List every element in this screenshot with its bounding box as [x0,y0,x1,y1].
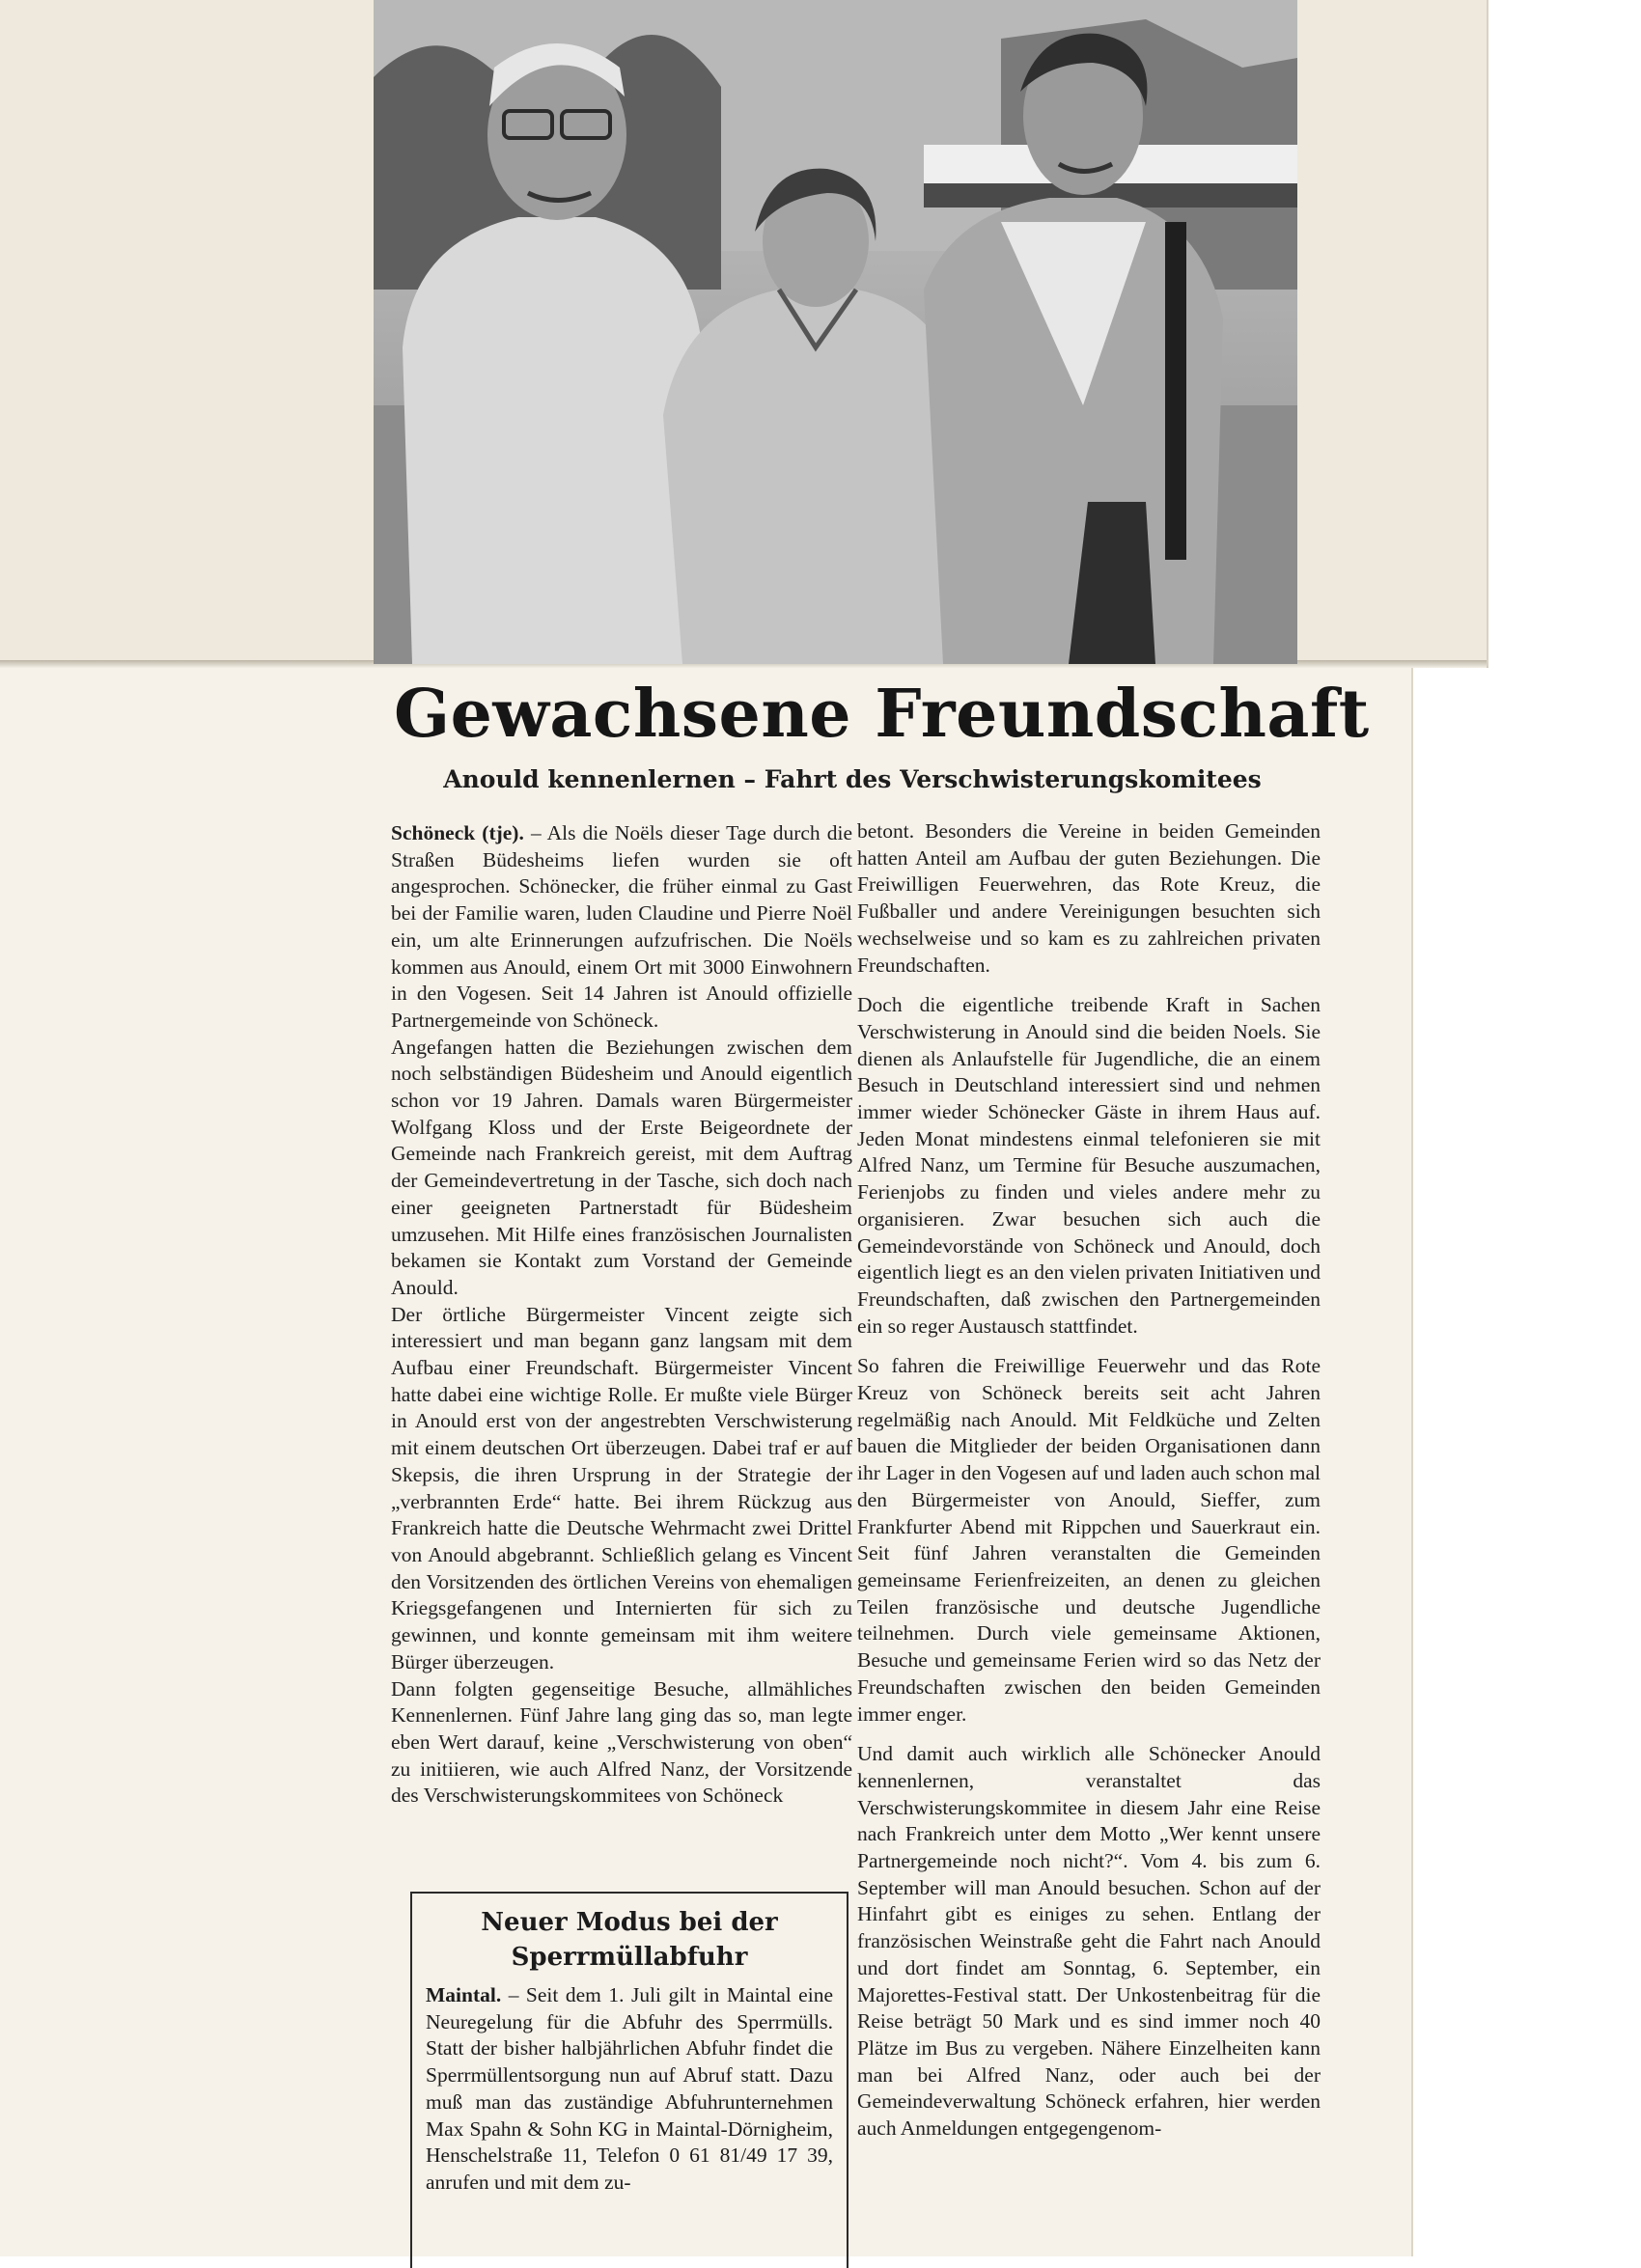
article-paragraph: So fahren die Freiwillige Feuerwehr und das Rote Kreuz von Schöneck bereits seit acht Jahren regelmäßig nach Anould. Mit Feldküche und Zelten bauen die Mitglieder der beiden Organisationen dann ihr Lager in den Vogesen auf und laden auch schon mal den Bürgermeister von Anould, Sieffer, zum Frankfurter Abend mit Rippchen und Sauerkraut ein. Seit fünf Jahren veranstalten die Gemeinden gemeinsame Ferienfreizeiten, an denen zu gleichen Teilen französische und deutsche Jugendliche teilnehmen. Durch viele gemeinsame Aktionen, Besuche und gemeinsame Ferien wird so das Netz der Freundschaften zwischen den beiden Gemeinden immer enger. [857,1354,1321,1726]
notice-body [426,1982,833,2197]
notice-text: – Seit dem 1. Juli gilt in Maintal eine Neuregelung für die Abfuhr des Sperrmülls. Statt der bisher halbjährlichen Abfuhr findet die Sperrmüllentsorgung nun auf Abruf statt. Dazu muß man das zuständige Abfuhrunternehmen Max Spahn & Sohn KG in Maintal-Dörnigheim, Henschelstraße 11, Telefon 0 61 81/49 17 39, anrufen und mit dem zu- [426,1983,833,2194]
article-column-right [857,818,1321,2143]
newspaper-photo [374,0,1297,664]
article-paragraph [391,820,852,1035]
notice-title: Neuer Modus bei der Sperrmüllabfuhr [481,1908,778,1972]
notice-box [410,1892,848,2268]
article-paragraph: Der örtliche Bürgermeister Vincent zeigte sich interessiert und man begann ganz langsam mit dem Aufbau einer Freundschaft. Bürgermeister Vincent hatte dabei eine wichtige Rolle. Er mußte viele Bürger in Anould erst von der angestrebten Verschwisterung mit einem deutschen Ort überzeugen. Dabei traf er auf Skepsis, die ihren Ursprung in der Strategie der „verbrannten Erde“ hatte. Bei ihrem Rückzug aus Frankreich hatte die Deutsche Wehrmacht zwei Drittel von Anould abgebrannt. Schließlich gelang es Vincent den Vorsitzenden des örtlichen Vereins von ehemaligen Kriegsgefangenen und Internierten für sich zu gewinnen, und konnte gemeinsam mit ihm weitere Bürger überzeugen. [391,1302,852,1673]
photo-three-people-icon [374,0,1297,664]
article-lead-text: – Als die Noëls dieser Tage durch die Straßen Büdesheims liefen wurden sie oft angesprochen. Schönecker, die früher einmal zu Gast bei der Familie waren, luden Claudine und Pierre Noël ein, um alte Erinnerungen aufzufrischen. Die Noëls kommen aus Anould, einem Ort mit 3000 Einwohnern in den Vogesen. Seit 14 Jahren ist Anould offizielle Partnergemeinde von Schöneck. [391,821,853,1032]
article-paragraph: betont. Besonders die Vereine in beiden Gemeinden hatten Anteil am Aufbau der guten Beziehungen. Die Freiwilligen Feuerwehren, das Rote Kreuz, die Fußballer und andere Vereinigungen besuchten sich wechselweise und so kam es zu zahlreichen privaten Freundschaften. [857,819,1321,977]
notice-dateline: Maintal. [426,1983,502,2006]
article-headline: Gewachsene Freundschaft [394,676,1370,753]
article-paragraph: Und damit auch wirklich alle Schönecker Anould kennenlernen, veranstaltet das Verschwisterungskommitee in diesem Jahr eine Reise nach Frankreich unter dem Motto „Wer kennt unsere Partnergemeinde noch nicht?“. Vom 4. bis zum 6. September will man Anould besuchen. Schon auf der Hinfahrt gibt es einiges zu sehen. Entlang der französischen Weinstraße geht die Fahrt nach Anould und dort findet am Sonntag, 6. September, ein Majorettes-Festival statt. Der Unkostenbeitrag für die Reise beträgt 50 Mark und es sind immer noch 40 Plätze im Bus zu vergeben. Nähere Einzelheiten kann man bei Alfred Nanz, oder auch bei der Gemeindeverwaltung Schöneck erfahren, hier werden auch Anmeldungen entgegengenom- [857,1742,1321,2141]
article-dateline: Schöneck (tje). [391,821,524,844]
article-subheadline: Anould kennenlernen – Fahrt des Verschwisterungskomitees [443,765,1262,793]
article-paragraph: Angefangen hatten die Beziehungen zwischen dem noch selbständigen Büdesheim und Anould eigentlich schon vor 19 Jahren. Damals waren Bürgermeister Wolfgang Kloss und der Erste Beigeordnete der Gemeinde nach Frankreich gereist, mit dem Auftrag der Gemeindevertretung in der Tasche, sich doch nach einer geeigneten Partnerstadt für Büdesheim umzusehen. Mit Hilfe eines französischen Journalisten bekamen sie Kontakt zum Vorstand der Gemeinde Anould. [391,1035,852,1299]
article-paragraph: Dann folgten gegenseitige Besuche, allmähliches Kennenlernen. Fünf Jahre lang ging das so, man legte eben Wert darauf, keine „Verschwisterung von oben“ zu initiieren, wie auch Alfred Nanz, der Vorsitzende des Verschwisterungskommitees von Schöneck [391,1676,852,1808]
article-paragraph: Doch die eigentliche treibende Kraft in Sachen Verschwisterung in Anould sind die beiden Noels. Sie dienen als Anlaufstelle für Jugendliche, die an einem Besuch in Deutschland interessiert sind und nehmen immer wieder Schönecker Gäste in ihrem Haus auf. Jeden Monat mindestens einmal telefonieren sie mit Alfred Nanz, um Termine für Besuche auszumachen, Ferienjobs zu finden und vieles andere mehr zu organisieren. Zwar besuchen sich auch die Gemeindevorstände von Schöneck und Anould, doch eigentlich liegt es an den vielen privaten Initiativen und Freundschaften, daß zwischen den Partnergemeinden ein so reger Austausch stattfindet. [857,993,1321,1338]
article-column-left [391,820,852,1810]
